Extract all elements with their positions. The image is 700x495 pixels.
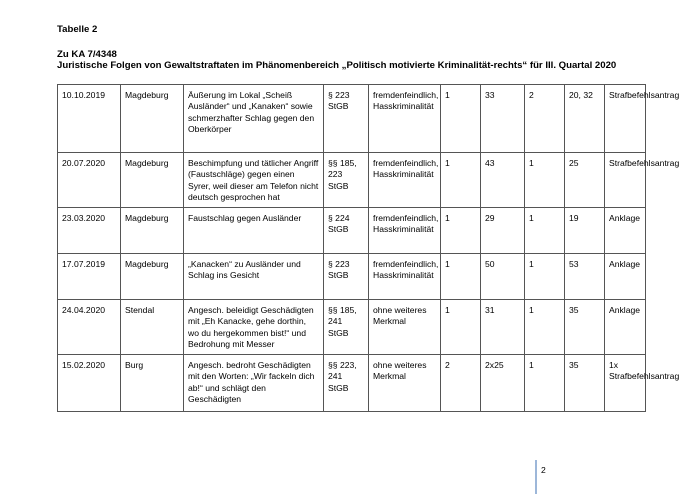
cell-suspect-age: 50 — [481, 254, 525, 300]
cell-suspect-age: 33 — [481, 85, 525, 153]
cell-victims: 2 — [525, 85, 565, 153]
cell-outcome: Strafbefehlsantrag — [605, 153, 646, 208]
cell-law: §§ 223, 241 StGB — [324, 355, 369, 412]
table-row — [58, 355, 646, 412]
cell-victim-age: 20, 32 — [565, 85, 605, 153]
cell-location: Magdeburg — [121, 85, 184, 153]
table-row — [58, 85, 646, 153]
cell-suspects: 1 — [441, 300, 481, 355]
cell-law: §§ 185, 223 StGB — [324, 153, 369, 208]
reference-number: Zu KA 7/4348 — [57, 49, 117, 60]
cell-suspect-age: 31 — [481, 300, 525, 355]
cell-description: Angesch. beleidigt Geschädigten mit „Eh Kanacke, gehe dorthin, wo du hergekommen bist!“ und Bedrohung mit Messer — [184, 300, 324, 355]
table-label: Tabelle 2 — [57, 24, 98, 35]
cell-date: 17.07.2019 — [58, 254, 121, 300]
cell-date: 20.07.2020 — [58, 153, 121, 208]
cell-location: Magdeburg — [121, 254, 184, 300]
cell-suspects: 2 — [441, 355, 481, 412]
cell-description: Faustschlag gegen Ausländer — [184, 208, 324, 254]
cell-category: fremdenfeindlich, Hasskriminalität — [369, 254, 441, 300]
cell-outcome: Anklage — [605, 208, 646, 254]
table-row — [58, 208, 646, 254]
cell-outcome: Anklage — [605, 300, 646, 355]
document-title: Juristische Folgen von Gewaltstraftaten im Phänomenbereich „Politisch motivierte Kriminalität-rechts“ für III. Quartal 2020 — [57, 60, 617, 71]
cell-category: fremdenfeindlich, Hasskriminalität — [369, 153, 441, 208]
cell-law: § 223 StGB — [324, 254, 369, 300]
cell-victim-age: 19 — [565, 208, 605, 254]
cell-date: 15.02.2020 — [58, 355, 121, 412]
cell-suspects: 1 — [441, 153, 481, 208]
table-row — [58, 300, 646, 355]
cell-law: § 223 StGB — [324, 85, 369, 153]
cell-victims: 1 — [525, 208, 565, 254]
cell-description: Angesch. bedroht Geschädigten mit den Worten: „Wir fackeln dich ab!“ und schlägt den Geschädigten — [184, 355, 324, 412]
cell-victims: 1 — [525, 153, 565, 208]
cell-description: Äußerung im Lokal „Scheiß Ausländer“ und „Kanaken“ sowie schmerzhafter Schlag gegen den Oberkörper — [184, 85, 324, 153]
cell-location: Magdeburg — [121, 153, 184, 208]
cell-date: 24.04.2020 — [58, 300, 121, 355]
cell-victim-age: 35 — [565, 355, 605, 412]
cell-suspects: 1 — [441, 254, 481, 300]
cell-suspect-age: 2x25 — [481, 355, 525, 412]
cell-victim-age: 53 — [565, 254, 605, 300]
cell-suspects: 1 — [441, 85, 481, 153]
cell-victims: 1 — [525, 355, 565, 412]
page-margin-bar — [535, 460, 537, 494]
page-number: 2 — [541, 465, 546, 475]
table-row — [58, 153, 646, 208]
cell-law: § 224 StGB — [324, 208, 369, 254]
cell-law: §§ 185, 241 StGB — [324, 300, 369, 355]
cell-victim-age: 35 — [565, 300, 605, 355]
cell-suspects: 1 — [441, 208, 481, 254]
cell-category: ohne weiteres Merkmal — [369, 300, 441, 355]
cell-outcome: 1x Strafbefehlsantrag — [605, 355, 646, 412]
cell-victims: 1 — [525, 300, 565, 355]
cell-description: „Kanacken“ zu Ausländer und Schlag ins Gesicht — [184, 254, 324, 300]
cell-outcome: Strafbefehlsantrag — [605, 85, 646, 153]
cell-date: 23.03.2020 — [58, 208, 121, 254]
cell-location: Burg — [121, 355, 184, 412]
cell-outcome: Anklage — [605, 254, 646, 300]
cell-location: Stendal — [121, 300, 184, 355]
cell-victims: 1 — [525, 254, 565, 300]
cell-location: Magdeburg — [121, 208, 184, 254]
cell-description: Beschimpfung und tätlicher Angriff (Faustschläge) gegen einen Syrer, weil dieser am Telefon nicht deutsch gesprochen hat — [184, 153, 324, 208]
cell-suspect-age: 43 — [481, 153, 525, 208]
cell-category: fremdenfeindlich, Hasskriminalität — [369, 208, 441, 254]
cell-date: 10.10.2019 — [58, 85, 121, 153]
cell-victim-age: 25 — [565, 153, 605, 208]
cell-category: fremdenfeindlich, Hasskriminalität — [369, 85, 441, 153]
cell-category: ohne weiteres Merkmal — [369, 355, 441, 412]
table-row — [58, 254, 646, 300]
results-table — [57, 84, 680, 412]
cell-suspect-age: 29 — [481, 208, 525, 254]
